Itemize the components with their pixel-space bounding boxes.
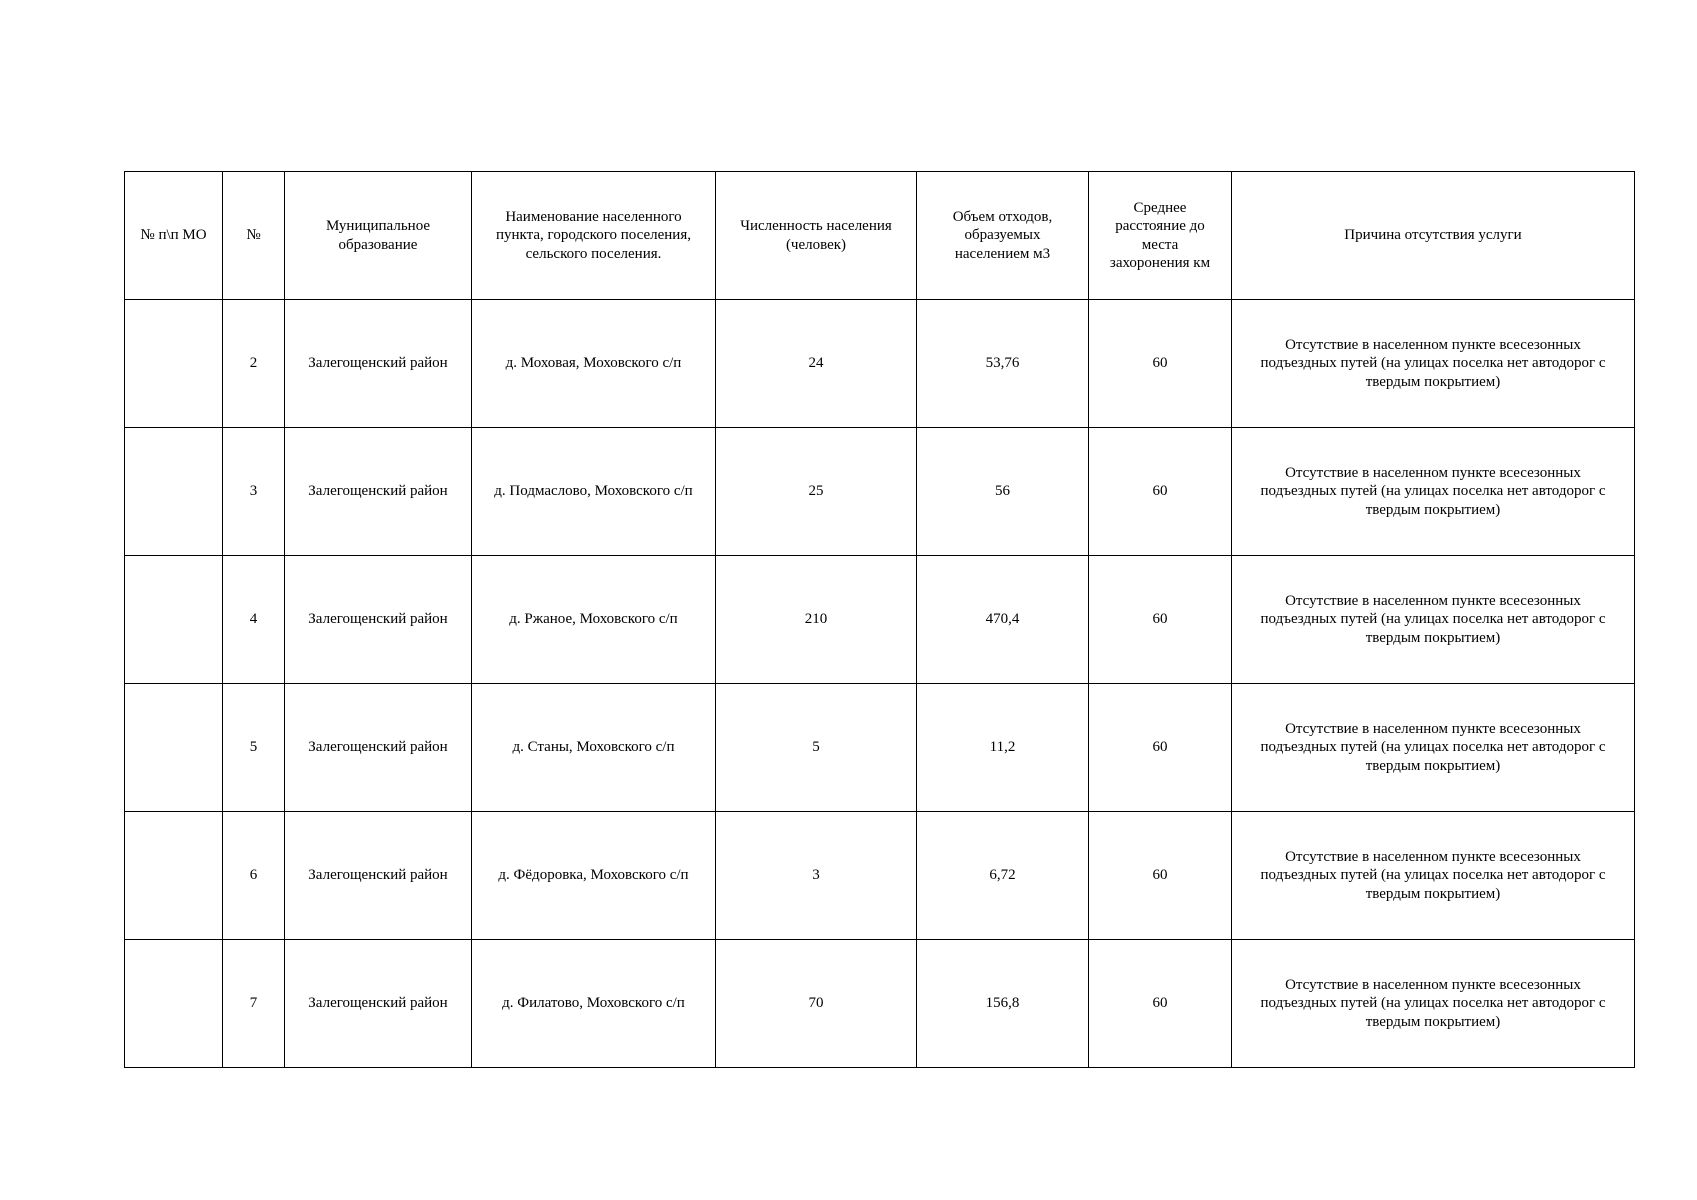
cell-text: 70 — [808, 995, 824, 1012]
cell-text: д. Филатово, Моховского с/п — [502, 995, 685, 1012]
cell-text: 60 — [1152, 355, 1168, 372]
header-settlement-name: Наименование населенного пункта, городского поселения, сельского поселения. — [472, 172, 716, 300]
header-number: № — [223, 172, 285, 300]
cell-text: 156,8 — [985, 995, 1020, 1012]
cell-mo-number — [125, 940, 223, 1068]
cell-municipality — [285, 812, 472, 940]
cell-waste-volume — [917, 940, 1089, 1068]
cell-population — [716, 812, 917, 940]
cell-distance — [1089, 684, 1232, 812]
cell-text: 6,72 — [989, 867, 1016, 884]
cell-text: 60 — [1152, 739, 1168, 756]
cell-distance — [1089, 428, 1232, 556]
cell-text: 60 — [1152, 611, 1168, 628]
header-reason: Причина отсутствия услуги — [1232, 172, 1635, 300]
cell-text: Отсутствие в населенном пункте всесезонных подъездных путей (на улицах поселка нет автодорог с твердым покрытием) — [1260, 592, 1606, 646]
cell-text: Залегощенский район — [308, 483, 448, 500]
cell-mo-number — [125, 684, 223, 812]
cell-text: д. Подмаслово, Моховского с/п — [494, 483, 693, 500]
cell-waste-volume — [917, 812, 1089, 940]
cell-population — [716, 684, 917, 812]
table-row — [125, 556, 1635, 684]
cell-text: 24 — [808, 355, 824, 372]
cell-text: Залегощенский район — [308, 355, 448, 372]
cell-text: Отсутствие в населенном пункте всесезонных подъездных путей (на улицах поселка нет автодорог с твердым покрытием) — [1260, 336, 1606, 390]
header-municipality: Муниципальное образование — [285, 172, 472, 300]
table-body — [125, 300, 1635, 1068]
cell-population — [716, 556, 917, 684]
cell-waste-volume — [917, 428, 1089, 556]
cell-mo-number — [125, 556, 223, 684]
cell-text: Залегощенский район — [308, 611, 448, 628]
cell-municipality — [285, 940, 472, 1068]
table-row — [125, 684, 1635, 812]
cell-population — [716, 428, 917, 556]
cell-mo-number — [125, 428, 223, 556]
cell-settlement-name — [472, 812, 716, 940]
cell-text: Отсутствие в населенном пункте всесезонных подъездных путей (на улицах поселка нет автодорог с твердым покрытием) — [1260, 976, 1606, 1030]
cell-reason — [1232, 300, 1635, 428]
cell-settlement-name — [472, 556, 716, 684]
cell-reason — [1232, 684, 1635, 812]
waste-service-table — [124, 171, 1635, 1068]
cell-municipality — [285, 428, 472, 556]
cell-reason — [1232, 556, 1635, 684]
cell-text: 4 — [249, 611, 258, 628]
cell-text: 60 — [1152, 483, 1168, 500]
cell-settlement-name — [472, 940, 716, 1068]
cell-distance — [1089, 556, 1232, 684]
cell-municipality — [285, 300, 472, 428]
header-distance: Среднее расстояние до места захоронения км — [1089, 172, 1232, 300]
cell-population — [716, 940, 917, 1068]
cell-number — [223, 300, 285, 428]
cell-text: 6 — [249, 867, 258, 884]
cell-text: 2 — [249, 355, 258, 372]
cell-text: Залегощенский район — [308, 995, 448, 1012]
cell-number — [223, 556, 285, 684]
cell-number — [223, 428, 285, 556]
cell-number — [223, 940, 285, 1068]
cell-text: д. Моховая, Моховского с/п — [505, 355, 682, 372]
cell-text: 5 — [249, 739, 258, 756]
table-row — [125, 428, 1635, 556]
cell-settlement-name — [472, 300, 716, 428]
cell-text: Отсутствие в населенном пункте всесезонных подъездных путей (на улицах поселка нет автодорог с твердым покрытием) — [1260, 848, 1606, 902]
cell-distance — [1089, 940, 1232, 1068]
table-row — [125, 812, 1635, 940]
table-header — [125, 172, 1635, 300]
cell-reason — [1232, 428, 1635, 556]
cell-settlement-name — [472, 684, 716, 812]
cell-text: д. Станы, Моховского с/п — [512, 739, 675, 756]
cell-text: 56 — [995, 483, 1010, 500]
cell-population — [716, 300, 917, 428]
cell-text: 7 — [249, 995, 258, 1012]
cell-reason — [1232, 940, 1635, 1068]
cell-text: 470,4 — [985, 611, 1020, 628]
cell-mo-number — [125, 300, 223, 428]
table-row — [125, 940, 1635, 1068]
header-population: Численность населения (человек) — [716, 172, 917, 300]
cell-text: 5 — [812, 739, 820, 756]
cell-text: 53,76 — [985, 355, 1020, 372]
header-mo-number: № п\п МО — [125, 172, 223, 300]
cell-text: д. Ржаное, Моховского с/п — [509, 611, 678, 628]
cell-text: 60 — [1152, 867, 1168, 884]
cell-number — [223, 684, 285, 812]
cell-mo-number — [125, 812, 223, 940]
header-waste-volume: Объем отходов, образуемых населением м3 — [917, 172, 1089, 300]
cell-settlement-name — [472, 428, 716, 556]
cell-distance — [1089, 300, 1232, 428]
cell-text: 25 — [808, 483, 824, 500]
cell-text: Отсутствие в населенном пункте всесезонных подъездных путей (на улицах поселка нет автодорог с твердым покрытием) — [1260, 464, 1606, 518]
cell-text: Залегощенский район — [308, 867, 448, 884]
cell-municipality — [285, 684, 472, 812]
cell-distance — [1089, 812, 1232, 940]
cell-waste-volume — [917, 684, 1089, 812]
cell-waste-volume — [917, 556, 1089, 684]
cell-text: 60 — [1152, 995, 1168, 1012]
header-row — [125, 172, 1635, 300]
cell-text: 3 — [812, 867, 820, 884]
cell-text: 3 — [249, 483, 258, 500]
cell-text: 210 — [804, 611, 828, 628]
cell-reason — [1232, 812, 1635, 940]
cell-waste-volume — [917, 300, 1089, 428]
cell-municipality — [285, 556, 472, 684]
cell-text: 11,2 — [989, 739, 1016, 756]
table-row — [125, 300, 1635, 428]
cell-text: Залегощенский район — [308, 739, 448, 756]
cell-text: д. Фёдоровка, Моховского с/п — [498, 867, 689, 884]
cell-text: Отсутствие в населенном пункте всесезонных подъездных путей (на улицах поселка нет автодорог с твердым покрытием) — [1260, 720, 1606, 774]
cell-number — [223, 812, 285, 940]
